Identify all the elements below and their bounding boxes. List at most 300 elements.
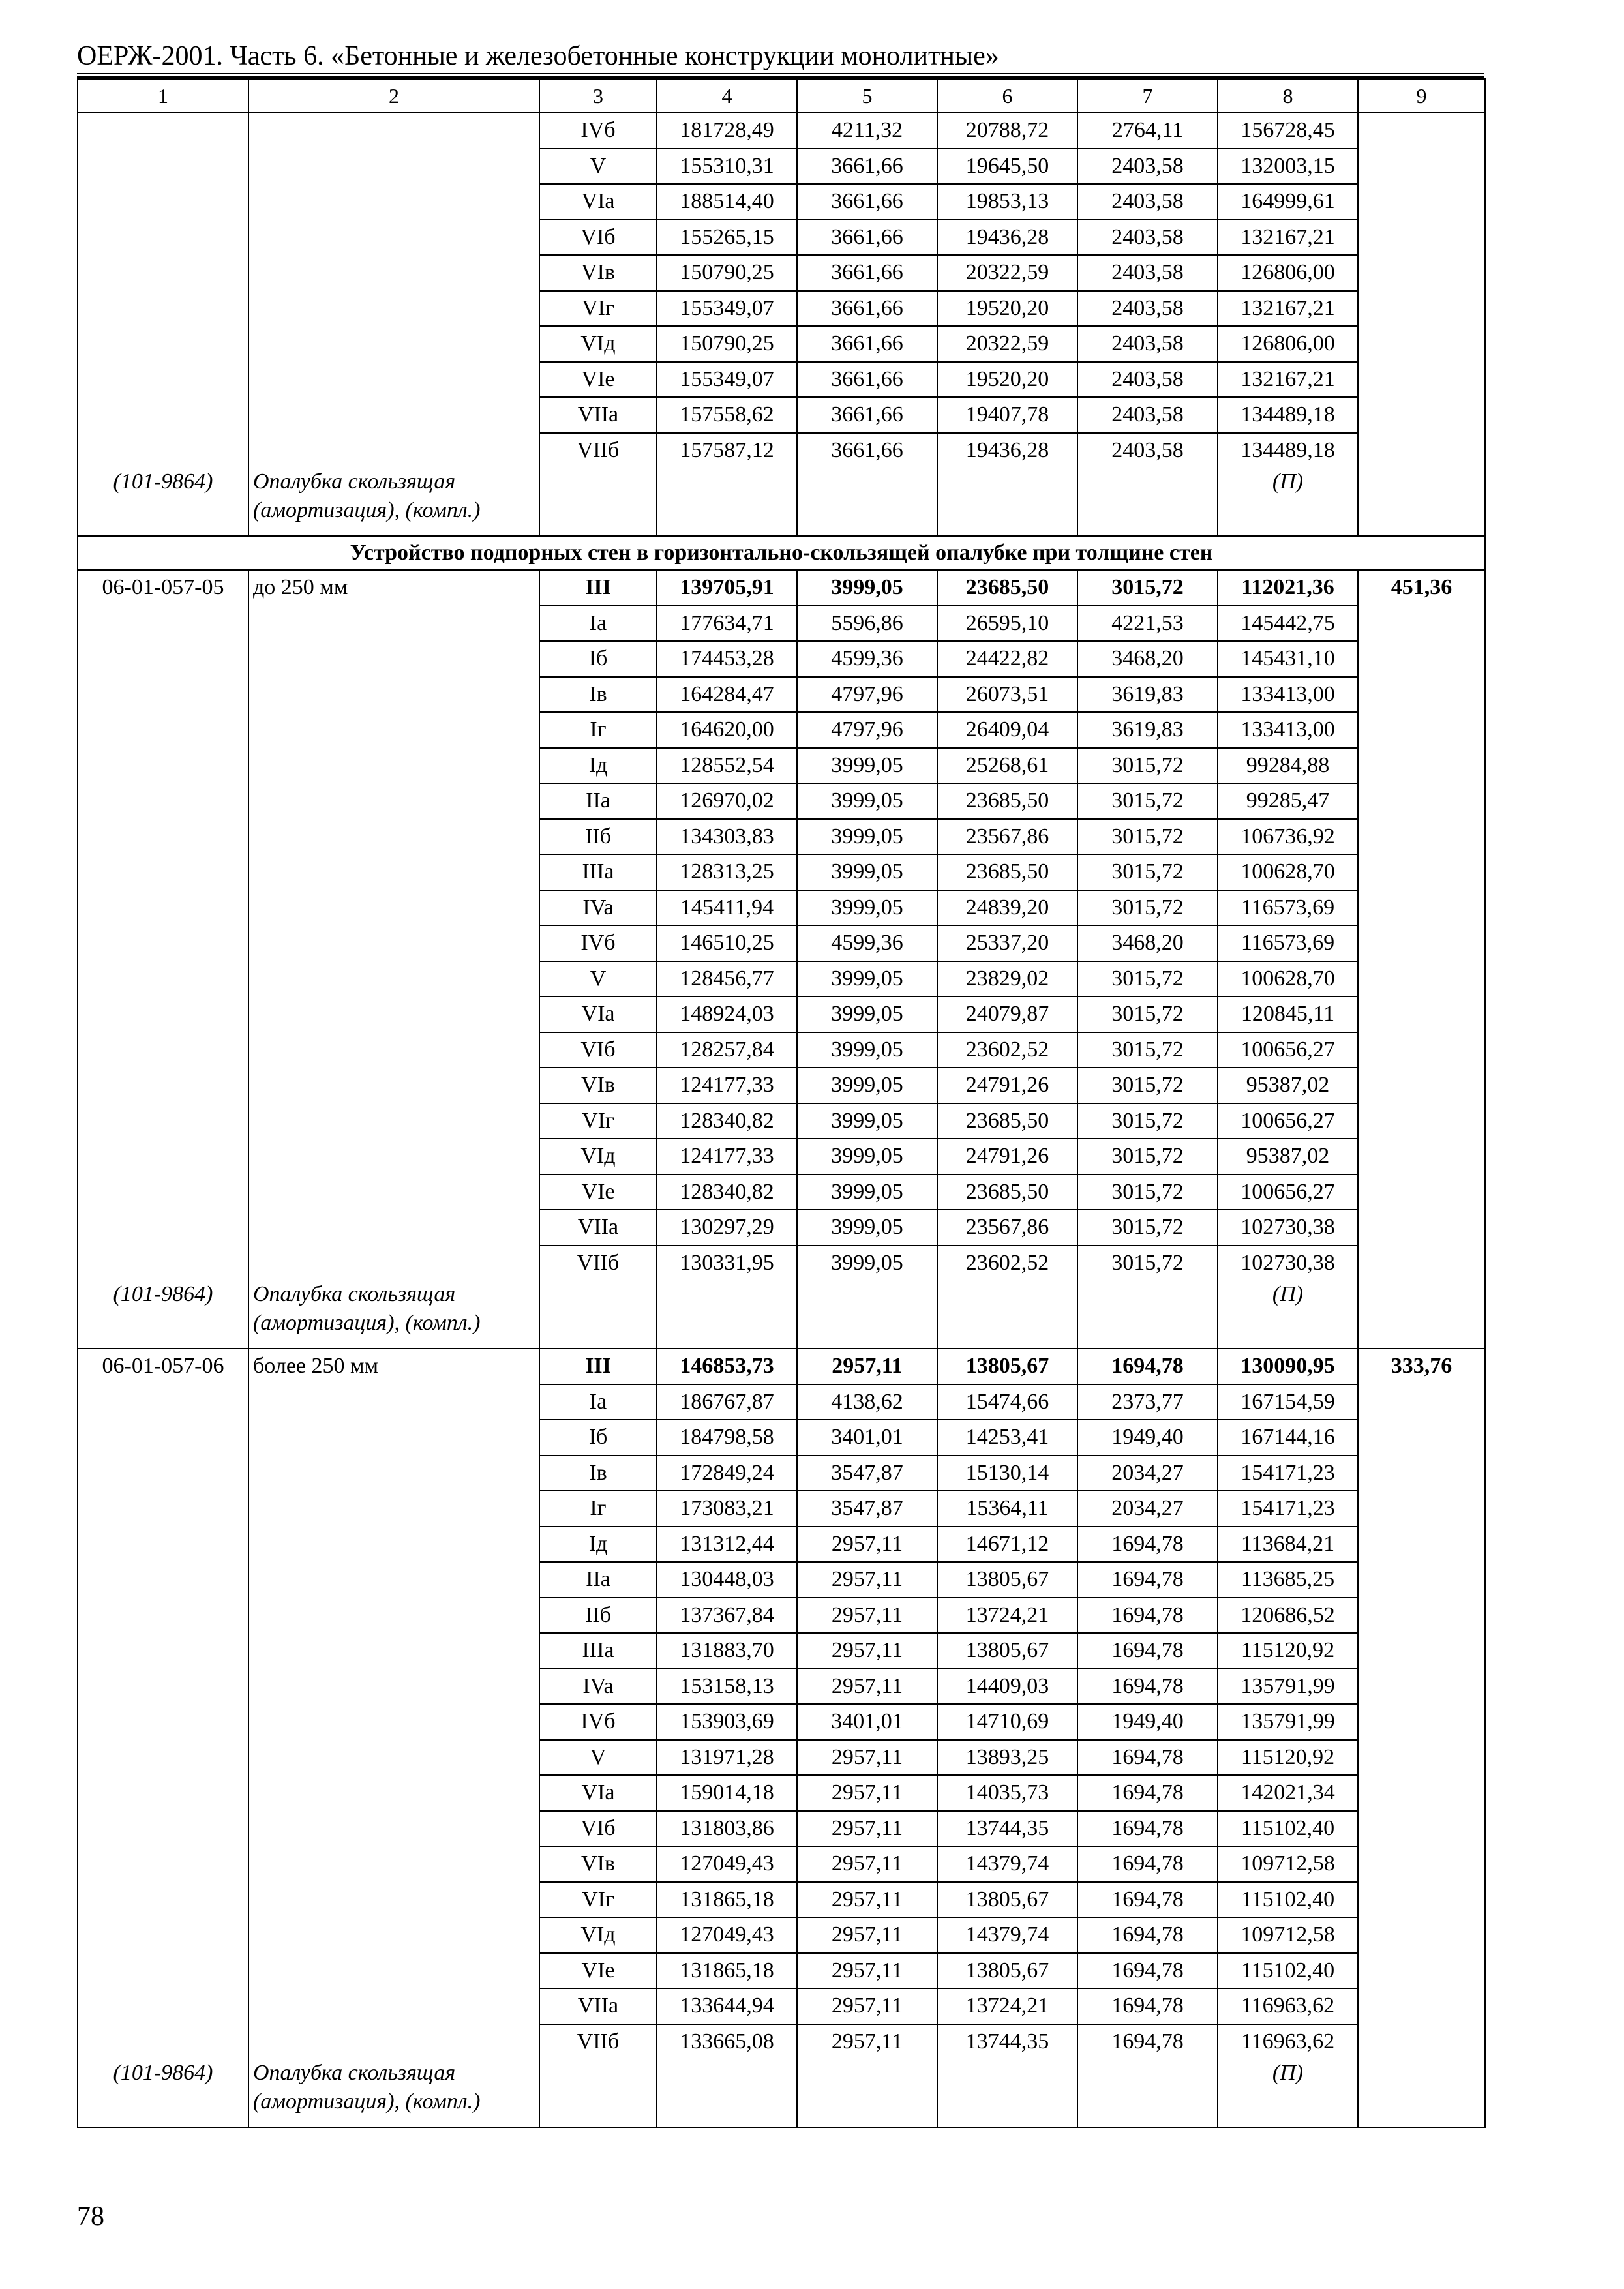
value-cell: 15364,11 bbox=[937, 1491, 1077, 1527]
value-cell: 3015,72 bbox=[1077, 1210, 1218, 1246]
work-description bbox=[248, 184, 539, 220]
value-cell: 3015,72 bbox=[1077, 996, 1218, 1032]
value-cell: 5596,86 bbox=[797, 606, 937, 642]
table-row bbox=[78, 996, 1485, 1032]
table-row bbox=[78, 1068, 1485, 1103]
norm-code bbox=[78, 677, 248, 713]
work-description bbox=[248, 1139, 539, 1174]
empty-cell bbox=[539, 1280, 657, 1349]
norm-code bbox=[78, 819, 248, 855]
work-description bbox=[248, 1174, 539, 1210]
value-cell: 132167,21 bbox=[1218, 362, 1358, 398]
empty-cell bbox=[937, 2059, 1077, 2127]
zone-cell: V bbox=[539, 149, 657, 185]
zone-cell: VIв bbox=[539, 1068, 657, 1103]
value-cell: 145411,94 bbox=[657, 890, 797, 926]
value-cell: 4211,32 bbox=[797, 113, 937, 149]
zone-cell: Iд bbox=[539, 1527, 657, 1563]
zone-cell: Iб bbox=[539, 1420, 657, 1456]
value-cell: 112021,36 bbox=[1218, 570, 1358, 606]
value-cell: 3015,72 bbox=[1077, 748, 1218, 784]
labor-total bbox=[1358, 1917, 1485, 1953]
labor-total bbox=[1358, 1210, 1485, 1246]
value-cell: 3999,05 bbox=[797, 1068, 937, 1103]
value-cell: 146853,73 bbox=[657, 1349, 797, 1384]
value-cell: 19645,50 bbox=[937, 149, 1077, 185]
table-row bbox=[78, 890, 1485, 926]
work-description bbox=[248, 748, 539, 784]
value-cell: 3999,05 bbox=[797, 570, 937, 606]
value-cell: 3999,05 bbox=[797, 1246, 937, 1281]
value-cell: 1694,78 bbox=[1077, 1917, 1218, 1953]
value-cell: 154171,23 bbox=[1218, 1491, 1358, 1527]
value-cell: 1694,78 bbox=[1077, 1811, 1218, 1847]
value-cell: 1694,78 bbox=[1077, 2024, 1218, 2059]
value-cell: 3661,66 bbox=[797, 326, 937, 362]
value-cell: 115120,92 bbox=[1218, 1633, 1358, 1669]
value-cell: 132003,15 bbox=[1218, 149, 1358, 185]
value-cell: 24791,26 bbox=[937, 1139, 1077, 1174]
value-cell: 2957,11 bbox=[797, 1953, 937, 1989]
value-cell: 2403,58 bbox=[1077, 291, 1218, 327]
resource-flag: (П) bbox=[1218, 468, 1358, 536]
norm-code bbox=[78, 783, 248, 819]
value-cell: 2403,58 bbox=[1077, 326, 1218, 362]
value-cell: 1694,78 bbox=[1077, 1633, 1218, 1669]
value-cell: 3661,66 bbox=[797, 220, 937, 256]
value-cell: 3015,72 bbox=[1077, 961, 1218, 997]
work-description: до 250 мм bbox=[248, 570, 539, 606]
value-cell: 24839,20 bbox=[937, 890, 1077, 926]
value-cell: 2957,11 bbox=[797, 1669, 937, 1705]
labor-total bbox=[1358, 113, 1485, 149]
header-rule-top bbox=[77, 73, 1484, 74]
labor-total bbox=[1358, 149, 1485, 185]
value-cell: 4138,62 bbox=[797, 1384, 937, 1420]
value-cell: 135791,99 bbox=[1218, 1669, 1358, 1705]
value-cell: 13805,67 bbox=[937, 1349, 1077, 1384]
value-cell: 155349,07 bbox=[657, 291, 797, 327]
value-cell: 13744,35 bbox=[937, 1811, 1077, 1847]
value-cell: 2403,58 bbox=[1077, 397, 1218, 433]
labor-total bbox=[1358, 748, 1485, 784]
labor-total bbox=[1358, 1740, 1485, 1776]
labor-total bbox=[1358, 1139, 1485, 1174]
zone-cell: VIa bbox=[539, 184, 657, 220]
table-row bbox=[78, 1139, 1485, 1174]
norm-code bbox=[78, 1775, 248, 1811]
value-cell: 20788,72 bbox=[937, 113, 1077, 149]
resource-description: Опалубка скользящая (амортизация), (компл.) bbox=[248, 2059, 539, 2127]
table-row bbox=[78, 570, 1485, 606]
zone-cell: III bbox=[539, 570, 657, 606]
work-description: более 250 мм bbox=[248, 1349, 539, 1384]
value-cell: 126970,02 bbox=[657, 783, 797, 819]
value-cell: 4599,36 bbox=[797, 925, 937, 961]
value-cell: 2957,11 bbox=[797, 1846, 937, 1882]
labor-total bbox=[1358, 961, 1485, 997]
value-cell: 2957,11 bbox=[797, 1775, 937, 1811]
value-cell: 95387,02 bbox=[1218, 1068, 1358, 1103]
labor-total bbox=[1358, 606, 1485, 642]
zone-cell: IIa bbox=[539, 783, 657, 819]
value-cell: 2957,11 bbox=[797, 1917, 937, 1953]
empty-cell bbox=[1077, 1280, 1218, 1349]
value-cell: 102730,38 bbox=[1218, 1246, 1358, 1281]
value-cell: 150790,25 bbox=[657, 326, 797, 362]
value-cell: 132167,21 bbox=[1218, 291, 1358, 327]
zone-cell: VIг bbox=[539, 1882, 657, 1918]
work-description bbox=[248, 961, 539, 997]
value-cell: 150790,25 bbox=[657, 255, 797, 291]
value-cell: 132167,21 bbox=[1218, 220, 1358, 256]
norm-code bbox=[78, 890, 248, 926]
value-cell: 23685,50 bbox=[937, 854, 1077, 890]
labor-total bbox=[1358, 712, 1485, 748]
norm-code bbox=[78, 1953, 248, 1989]
zone-cell: VIe bbox=[539, 1953, 657, 1989]
value-cell: 155310,31 bbox=[657, 149, 797, 185]
section-heading: Устройство подпорных стен в горизонтально-скользящей опалубке при толщине стен bbox=[78, 536, 1485, 570]
zone-cell: Iв bbox=[539, 1456, 657, 1491]
value-cell: 115102,40 bbox=[1218, 1882, 1358, 1918]
value-cell: 164620,00 bbox=[657, 712, 797, 748]
value-cell: 3999,05 bbox=[797, 1032, 937, 1068]
value-cell: 3999,05 bbox=[797, 1139, 937, 1174]
work-description bbox=[248, 255, 539, 291]
value-cell: 26073,51 bbox=[937, 677, 1077, 713]
table-row bbox=[78, 1917, 1485, 1953]
value-cell: 2957,11 bbox=[797, 1598, 937, 1634]
value-cell: 14253,41 bbox=[937, 1420, 1077, 1456]
labor-total bbox=[1358, 1633, 1485, 1669]
value-cell: 3401,01 bbox=[797, 1420, 937, 1456]
value-cell: 2957,11 bbox=[797, 1988, 937, 2024]
value-cell: 3999,05 bbox=[797, 1210, 937, 1246]
work-description bbox=[248, 1384, 539, 1420]
work-description bbox=[248, 996, 539, 1032]
value-cell: 116573,69 bbox=[1218, 890, 1358, 926]
zone-cell: VIг bbox=[539, 1103, 657, 1139]
zone-cell: IIa bbox=[539, 1562, 657, 1598]
norm-code: 06-01-057-06 bbox=[78, 1349, 248, 1384]
zone-cell: IIб bbox=[539, 819, 657, 855]
value-cell: 115102,40 bbox=[1218, 1953, 1358, 1989]
value-cell: 4797,96 bbox=[797, 677, 937, 713]
norm-code bbox=[78, 113, 248, 149]
value-cell: 134303,83 bbox=[657, 819, 797, 855]
labor-total bbox=[1358, 1562, 1485, 1598]
work-description bbox=[248, 1562, 539, 1598]
work-description bbox=[248, 326, 539, 362]
value-cell: 3661,66 bbox=[797, 255, 937, 291]
work-description bbox=[248, 149, 539, 185]
value-cell: 4797,96 bbox=[797, 712, 937, 748]
value-cell: 133413,00 bbox=[1218, 712, 1358, 748]
resource-flag: (П) bbox=[1218, 2059, 1358, 2127]
work-description bbox=[248, 1032, 539, 1068]
zone-cell: VIд bbox=[539, 326, 657, 362]
value-cell: 2403,58 bbox=[1077, 362, 1218, 398]
resource-row bbox=[78, 1280, 1485, 1349]
table-row bbox=[78, 1491, 1485, 1527]
table-row bbox=[78, 1598, 1485, 1634]
value-cell: 26595,10 bbox=[937, 606, 1077, 642]
value-cell: 24422,82 bbox=[937, 641, 1077, 677]
labor-total bbox=[1358, 677, 1485, 713]
norm-code bbox=[78, 1384, 248, 1420]
table-row bbox=[78, 220, 1485, 256]
value-cell: 181728,49 bbox=[657, 113, 797, 149]
empty-cell bbox=[1077, 2059, 1218, 2127]
value-cell: 128456,77 bbox=[657, 961, 797, 997]
value-cell: 154171,23 bbox=[1218, 1456, 1358, 1491]
column-number-cell: 8 bbox=[1218, 79, 1358, 113]
zone-cell: IIIa bbox=[539, 854, 657, 890]
norm-code bbox=[78, 1456, 248, 1491]
resource-row bbox=[78, 468, 1485, 536]
value-cell: 3015,72 bbox=[1077, 1068, 1218, 1103]
table-row bbox=[78, 1988, 1485, 2024]
value-cell: 102730,38 bbox=[1218, 1210, 1358, 1246]
value-cell: 13744,35 bbox=[937, 2024, 1077, 2059]
value-cell: 116573,69 bbox=[1218, 925, 1358, 961]
labor-total bbox=[1358, 1246, 1485, 1281]
table-row bbox=[78, 255, 1485, 291]
resource-description: Опалубка скользящая (амортизация), (компл.) bbox=[248, 1280, 539, 1349]
resource-description: Опалубка скользящая (амортизация), (компл.) bbox=[248, 468, 539, 536]
value-cell: 120845,11 bbox=[1218, 996, 1358, 1032]
labor-total: 451,36 bbox=[1358, 570, 1485, 606]
value-cell: 20322,59 bbox=[937, 326, 1077, 362]
norm-code bbox=[78, 184, 248, 220]
price-table-body bbox=[78, 79, 1485, 2127]
value-cell: 131865,18 bbox=[657, 1882, 797, 1918]
zone-cell: Ia bbox=[539, 606, 657, 642]
norm-code bbox=[78, 1174, 248, 1210]
value-cell: 2957,11 bbox=[797, 1527, 937, 1563]
table-row bbox=[78, 1953, 1485, 1989]
value-cell: 135791,99 bbox=[1218, 1704, 1358, 1740]
value-cell: 167144,16 bbox=[1218, 1420, 1358, 1456]
work-description bbox=[248, 1846, 539, 1882]
value-cell: 3015,72 bbox=[1077, 1174, 1218, 1210]
value-cell: 2957,11 bbox=[797, 1740, 937, 1776]
norm-code bbox=[78, 149, 248, 185]
value-cell: 134489,18 bbox=[1218, 433, 1358, 468]
zone-cell: VIIa bbox=[539, 1988, 657, 2024]
value-cell: 14671,12 bbox=[937, 1527, 1077, 1563]
table-row bbox=[78, 1775, 1485, 1811]
value-cell: 26409,04 bbox=[937, 712, 1077, 748]
zone-cell: VIв bbox=[539, 1846, 657, 1882]
value-cell: 14035,73 bbox=[937, 1775, 1077, 1811]
value-cell: 148924,03 bbox=[657, 996, 797, 1032]
work-description bbox=[248, 1917, 539, 1953]
norm-code bbox=[78, 220, 248, 256]
norm-code bbox=[78, 1846, 248, 1882]
value-cell: 3015,72 bbox=[1077, 783, 1218, 819]
work-description bbox=[248, 1669, 539, 1705]
value-cell: 24791,26 bbox=[937, 1068, 1077, 1103]
zone-cell: IVa bbox=[539, 1669, 657, 1705]
value-cell: 155265,15 bbox=[657, 220, 797, 256]
labor-total bbox=[1358, 255, 1485, 291]
labor-total bbox=[1358, 291, 1485, 327]
labor-total bbox=[1358, 890, 1485, 926]
table-row bbox=[78, 1349, 1485, 1384]
value-cell: 3619,83 bbox=[1077, 712, 1218, 748]
value-cell: 15474,66 bbox=[937, 1384, 1077, 1420]
table-row bbox=[78, 1669, 1485, 1705]
labor-total bbox=[1358, 362, 1485, 398]
value-cell: 146510,25 bbox=[657, 925, 797, 961]
value-cell: 23685,50 bbox=[937, 570, 1077, 606]
labor-total bbox=[1358, 1068, 1485, 1103]
value-cell: 145442,75 bbox=[1218, 606, 1358, 642]
work-description bbox=[248, 1527, 539, 1563]
labor-total bbox=[1358, 819, 1485, 855]
labor-total bbox=[1358, 996, 1485, 1032]
table-row bbox=[78, 362, 1485, 398]
value-cell: 95387,02 bbox=[1218, 1139, 1358, 1174]
table-row bbox=[78, 677, 1485, 713]
value-cell: 126806,00 bbox=[1218, 255, 1358, 291]
value-cell: 2957,11 bbox=[797, 1633, 937, 1669]
value-cell: 3999,05 bbox=[797, 890, 937, 926]
table-row bbox=[78, 606, 1485, 642]
value-cell: 3015,72 bbox=[1077, 1103, 1218, 1139]
norm-code bbox=[78, 961, 248, 997]
work-description bbox=[248, 606, 539, 642]
norm-code bbox=[78, 641, 248, 677]
zone-cell: VIa bbox=[539, 1775, 657, 1811]
table-row bbox=[78, 1527, 1485, 1563]
value-cell: 2764,11 bbox=[1077, 113, 1218, 149]
table-row bbox=[78, 291, 1485, 327]
value-cell: 24079,87 bbox=[937, 996, 1077, 1032]
value-cell: 128340,82 bbox=[657, 1103, 797, 1139]
norm-code bbox=[78, 748, 248, 784]
zone-cell: VIIб bbox=[539, 2024, 657, 2059]
labor-total bbox=[1358, 326, 1485, 362]
norm-code bbox=[78, 1917, 248, 1953]
value-cell: 19520,20 bbox=[937, 291, 1077, 327]
value-cell: 1694,78 bbox=[1077, 1953, 1218, 1989]
empty-cell bbox=[657, 1280, 797, 1349]
norm-code bbox=[78, 996, 248, 1032]
value-cell: 130448,03 bbox=[657, 1562, 797, 1598]
value-cell: 13724,21 bbox=[937, 1988, 1077, 2024]
work-description bbox=[248, 712, 539, 748]
table-row bbox=[78, 113, 1485, 149]
value-cell: 137367,84 bbox=[657, 1598, 797, 1634]
value-cell: 2957,11 bbox=[797, 2024, 937, 2059]
value-cell: 100628,70 bbox=[1218, 854, 1358, 890]
work-description bbox=[248, 397, 539, 433]
norm-code bbox=[78, 1562, 248, 1598]
value-cell: 1694,78 bbox=[1077, 1349, 1218, 1384]
value-cell: 100656,27 bbox=[1218, 1103, 1358, 1139]
value-cell: 19407,78 bbox=[937, 397, 1077, 433]
value-cell: 19853,13 bbox=[937, 184, 1077, 220]
value-cell: 3999,05 bbox=[797, 783, 937, 819]
table-row bbox=[78, 1846, 1485, 1882]
table-row bbox=[78, 1811, 1485, 1847]
value-cell: 3661,66 bbox=[797, 433, 937, 468]
norm-code bbox=[78, 433, 248, 468]
work-description bbox=[248, 1068, 539, 1103]
value-cell: 120686,52 bbox=[1218, 1598, 1358, 1634]
column-number-cell: 9 bbox=[1358, 79, 1485, 113]
norm-code bbox=[78, 1704, 248, 1740]
labor-total bbox=[1358, 1032, 1485, 1068]
table-row bbox=[78, 712, 1485, 748]
page-number: 78 bbox=[77, 2202, 104, 2232]
value-cell: 130297,29 bbox=[657, 1210, 797, 1246]
work-description bbox=[248, 1988, 539, 2024]
value-cell: 23685,50 bbox=[937, 783, 1077, 819]
value-cell: 133665,08 bbox=[657, 2024, 797, 2059]
labor-total: 333,76 bbox=[1358, 1349, 1485, 1384]
norm-code bbox=[78, 1068, 248, 1103]
value-cell: 100656,27 bbox=[1218, 1174, 1358, 1210]
value-cell: 130090,95 bbox=[1218, 1349, 1358, 1384]
value-cell: 153903,69 bbox=[657, 1704, 797, 1740]
value-cell: 134489,18 bbox=[1218, 397, 1358, 433]
value-cell: 1949,40 bbox=[1077, 1704, 1218, 1740]
work-description bbox=[248, 641, 539, 677]
value-cell: 115120,92 bbox=[1218, 1740, 1358, 1776]
work-description bbox=[248, 1953, 539, 1989]
resource-row bbox=[78, 2059, 1485, 2127]
value-cell: 3015,72 bbox=[1077, 890, 1218, 926]
value-cell: 23685,50 bbox=[937, 1174, 1077, 1210]
table-row bbox=[78, 1562, 1485, 1598]
norm-code bbox=[78, 712, 248, 748]
norm-code bbox=[78, 1669, 248, 1705]
value-cell: 2957,11 bbox=[797, 1562, 937, 1598]
table-row bbox=[78, 149, 1485, 185]
norm-code bbox=[78, 1210, 248, 1246]
zone-cell: VIe bbox=[539, 362, 657, 398]
zone-cell: Iд bbox=[539, 748, 657, 784]
norm-code bbox=[78, 1598, 248, 1634]
table-row bbox=[78, 819, 1485, 855]
value-cell: 2034,27 bbox=[1077, 1456, 1218, 1491]
zone-cell: VIг bbox=[539, 291, 657, 327]
value-cell: 4599,36 bbox=[797, 641, 937, 677]
table-row bbox=[78, 1103, 1485, 1139]
value-cell: 124177,33 bbox=[657, 1139, 797, 1174]
labor-total bbox=[1358, 1882, 1485, 1918]
value-cell: 3547,87 bbox=[797, 1456, 937, 1491]
value-cell: 3468,20 bbox=[1077, 925, 1218, 961]
norm-code bbox=[78, 925, 248, 961]
value-cell: 188514,40 bbox=[657, 184, 797, 220]
empty-cell bbox=[797, 2059, 937, 2127]
value-cell: 3015,72 bbox=[1077, 819, 1218, 855]
zone-cell: IIIa bbox=[539, 1633, 657, 1669]
value-cell: 157587,12 bbox=[657, 433, 797, 468]
value-cell: 19520,20 bbox=[937, 362, 1077, 398]
work-description bbox=[248, 1598, 539, 1634]
value-cell: 3999,05 bbox=[797, 819, 937, 855]
zone-cell: VIa bbox=[539, 996, 657, 1032]
value-cell: 23567,86 bbox=[937, 1210, 1077, 1246]
value-cell: 1694,78 bbox=[1077, 1598, 1218, 1634]
column-number-row bbox=[78, 79, 1485, 113]
